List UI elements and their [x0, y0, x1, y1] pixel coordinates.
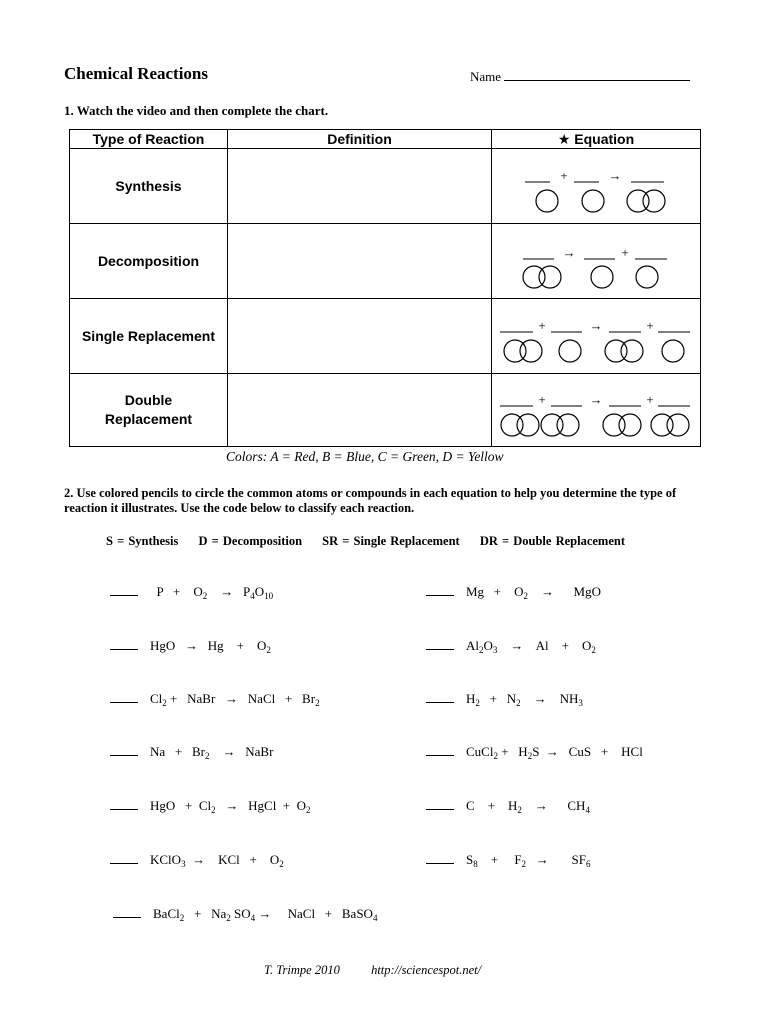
reaction-12: C + $H_2$ → $CH_4$ [426, 798, 590, 814]
equation-cell [492, 224, 701, 299]
footer-url[interactable]: http://sciencespot.net/ [371, 963, 482, 977]
reaction-chart [69, 129, 701, 447]
reaction-6: KClO$_3$ → KCl + $O_2$ [110, 852, 284, 868]
answer-blank[interactable] [426, 638, 454, 650]
equation-cell [492, 149, 701, 224]
synthesis-equation-diagram [492, 149, 701, 223]
answer-blank[interactable] [110, 638, 138, 650]
name-label: Name [470, 69, 502, 84]
svg-text:→: → [589, 392, 603, 407]
code-decomposition: D = Decomposition [198, 534, 303, 548]
definition-cell[interactable] [228, 149, 492, 224]
answer-blank[interactable] [110, 584, 138, 596]
header-definition: Definition [228, 130, 492, 149]
reaction-3: $Cl_2$ + NaBr → NaCl + $Br_2$ [110, 691, 320, 707]
single-replacement-equation-diagram [492, 299, 701, 373]
definition-cell[interactable] [228, 224, 492, 299]
svg-text:+: + [646, 318, 654, 333]
type-cell: Single Replacement [70, 299, 228, 374]
reaction-5: HgO + $Cl_2$ → HgCl + $O_2$ [110, 798, 311, 814]
footer-author: T. Trimpe 2010 [264, 963, 340, 977]
answer-blank[interactable] [110, 691, 138, 703]
answer-blank[interactable] [113, 906, 141, 918]
type-cell: Decomposition [70, 224, 228, 299]
reaction-9: $Al_2O_3$ → Al + $O_2$ [426, 638, 596, 654]
code-synthesis: S = Synthesis [106, 534, 179, 548]
chart-row-single-replacement [70, 299, 701, 374]
header-equation: ★ Equation [492, 130, 701, 149]
reaction-10: $H_2 + N_2$ → $NH_3$ [426, 691, 583, 707]
atom-b-circle [643, 190, 665, 212]
page-title: Chemical Reactions [64, 64, 209, 83]
atom-a-circle [536, 190, 558, 212]
svg-text:→: → [589, 318, 603, 333]
svg-text:+: + [538, 392, 546, 407]
footer [264, 963, 481, 978]
chart-row-double-replacement [70, 374, 701, 447]
question-1-prompt: 1. Watch the video and then complete the chart. [64, 103, 329, 118]
code-single-replacement: SR = Single Replacement [322, 534, 460, 548]
equation-cell [492, 299, 701, 374]
svg-text:→: → [562, 245, 576, 260]
name-blank-line[interactable] [504, 68, 690, 81]
reaction-7: BaCl$_2$ + $Na_2$ $SO_4$ → NaCl + BaSO$_4$ [113, 906, 377, 922]
reaction-8: Mg + $O_2$ → MgO [426, 584, 601, 600]
reaction-2: HgO → Hg + $O_2$ [110, 638, 271, 654]
decomposition-equation-diagram [492, 224, 701, 298]
name-field[interactable] [470, 68, 690, 85]
answer-blank[interactable] [110, 852, 138, 864]
answer-blank[interactable] [426, 798, 454, 810]
type-cell [70, 374, 228, 447]
svg-text:→: → [608, 168, 622, 183]
chart-row-decomposition [70, 224, 701, 299]
header-type: Type of Reaction [70, 130, 228, 149]
svg-text:+: + [560, 168, 568, 183]
svg-text:+: + [538, 318, 546, 333]
svg-text:+: + [621, 245, 629, 260]
definition-cell[interactable] [228, 299, 492, 374]
answer-blank[interactable] [110, 744, 138, 756]
reaction-13: $S_8$ + $F_2$ → $SF_6$ [426, 852, 591, 868]
reaction-11: CuCl$_2$ + $H_2S$ → CuS + HCl [426, 744, 643, 760]
type-cell: Synthesis [70, 149, 228, 224]
definition-cell[interactable] [228, 374, 492, 447]
double-replacement-equation-diagram [492, 374, 701, 446]
answer-blank[interactable] [426, 584, 454, 596]
classification-codes [106, 534, 641, 549]
question-2-prompt: 2. Use colored pencils to circle the common atoms or compounds in each equation to help you determine the type of reaction it illustrates. Use the code below to classify each reaction. [64, 486, 677, 515]
answer-blank[interactable] [426, 852, 454, 864]
svg-text:+: + [646, 392, 654, 407]
reaction-1: P + $O_2$ → $P_4O_{10}$ [110, 584, 273, 600]
reaction-4: $Na + Br_2$ → NaBr [110, 744, 273, 760]
atom-b-circle [582, 190, 604, 212]
answer-blank[interactable] [110, 798, 138, 810]
type-label: Double Replacement [104, 392, 193, 427]
answer-blank[interactable] [426, 691, 454, 703]
equation-cell [492, 374, 701, 447]
colors-legend: Colors: A = Red, B = Blue, C = Green, D = Yellow [226, 449, 504, 464]
answer-blank[interactable] [426, 744, 454, 756]
code-double-replacement: DR = Double Replacement [479, 534, 626, 548]
chart-row-synthesis [70, 149, 701, 224]
